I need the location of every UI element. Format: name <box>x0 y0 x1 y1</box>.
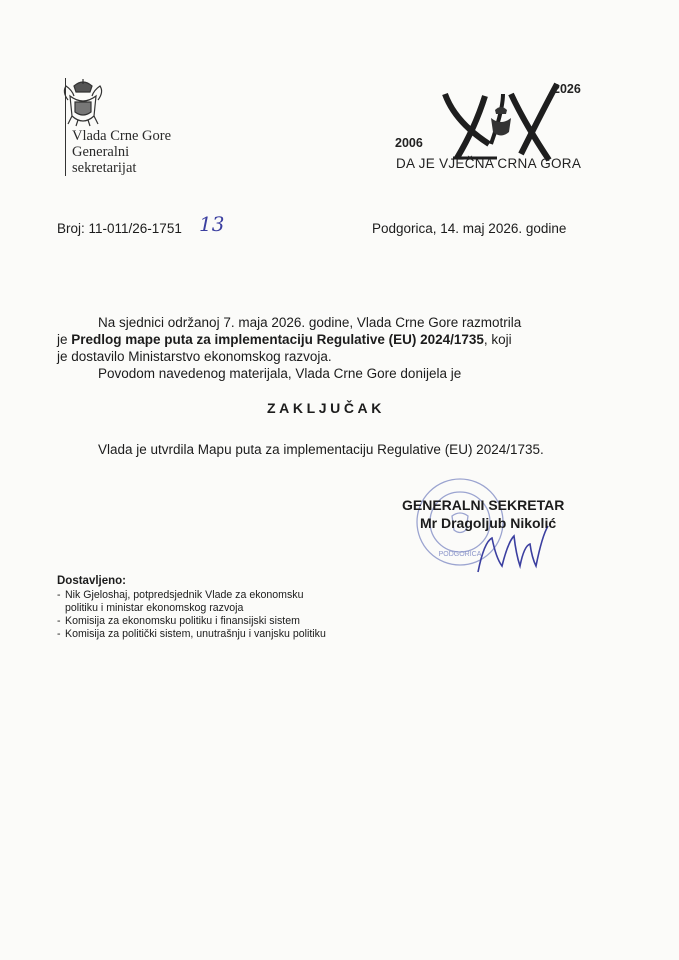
p1-line-3: je dostavilo Ministarstvo ekonomskog razvoja. <box>57 349 332 364</box>
distribution-item-3: Komisija za politički sistem, unutrašnju i vanjsku politiku <box>65 628 326 640</box>
anniversary-slogan: DA JE VJEČNA CRNA GORA <box>396 156 582 171</box>
distribution-list <box>57 589 335 641</box>
p1-line-2-pre: je <box>57 332 72 347</box>
handwritten-signature <box>470 522 560 582</box>
organization-name <box>72 128 171 176</box>
proposal-title: Predlog mape puta za implementaciju Regulative (EU) 2024/1735 <box>71 332 484 347</box>
place-date: Podgorica, 14. maj 2026. godine <box>372 221 567 236</box>
distribution-title: Dostavljeno: <box>57 575 127 587</box>
anniversary-year-start: 2006 <box>395 136 423 150</box>
header-divider <box>65 78 66 176</box>
p3-text: Vlada je utvrdila Mapu puta za implementaciju Regulative (EU) 2024/1735. <box>98 442 544 457</box>
stamp-text: PODGORICA <box>438 551 482 558</box>
org-line-2: Generalni <box>72 144 130 160</box>
p1-line-1-text: Na sjednici održanoj 7. maja 2026. godine, Vlada Crne Gore razmotrila <box>98 315 522 330</box>
list-item <box>57 589 335 615</box>
handwritten-number: 13 <box>199 212 225 236</box>
list-item <box>57 615 335 628</box>
distribution-item-1: Nik Gjeloshaj, potpredsjednik Vlade za ekonomsku politiku i ministar ekonomskog razvoja <box>65 589 304 614</box>
anniversary-year-end: 2026 <box>553 82 581 96</box>
conclusion-heading: ZAKLJUČAK <box>267 400 385 416</box>
signatory-title: GENERALNI SEKRETAR <box>402 497 565 513</box>
distribution-item-2: Komisija za ekonomsku politiku i finansijski sistem <box>65 615 300 627</box>
list-item <box>57 628 335 641</box>
p1-line-2 <box>57 331 589 348</box>
paragraph-conclusion <box>57 441 589 458</box>
paragraph-decision-intro: Povodom navedenog materijala, Vlada Crne Gore donijela je <box>98 366 462 381</box>
org-line-1: Vlada Crne Gore <box>72 128 172 144</box>
signatory-name: Mr Dragoljub Nikolić <box>420 515 557 531</box>
org-line-3: sekretarijat <box>72 160 137 176</box>
p1-line-1 <box>57 314 589 331</box>
p1-line-2-post: , koji <box>483 332 512 347</box>
reference-number: Broj: 11-011/26-1751 <box>57 221 182 236</box>
crest-small-icon <box>491 107 511 136</box>
paragraph-session <box>57 314 589 365</box>
